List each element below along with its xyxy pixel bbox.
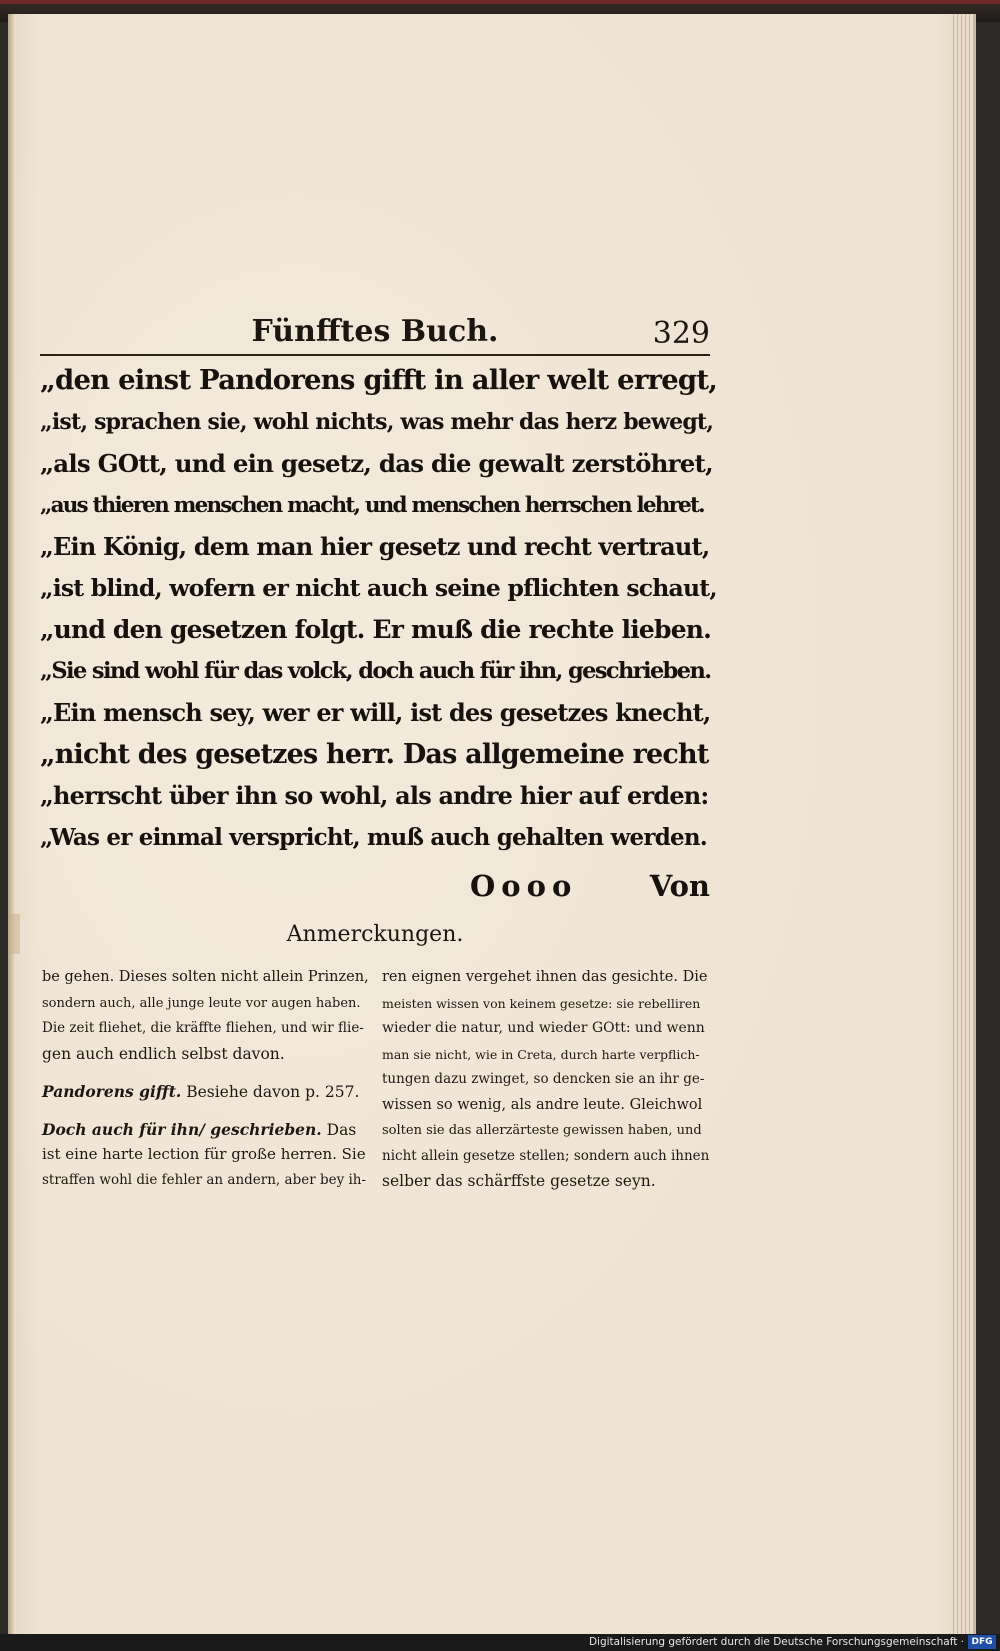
catchword: Von: [649, 869, 710, 903]
verse-line: „aus thieren menschen macht, und menschen herrschen lehret.: [40, 492, 704, 518]
page-header: [40, 312, 710, 356]
signature-mark: Oooo: [470, 869, 578, 903]
verse-line: „Sie sind wohl für das volck, doch auch für ihn, geschrieben.: [40, 657, 711, 684]
note-line: ren eignen vergehet ihnen das gesichte. Die: [382, 969, 708, 985]
paper-stain: [10, 914, 20, 954]
note-text: Das: [326, 1120, 357, 1139]
verse-line: „als GOtt, und ein gesetz, das die gewalt zerstöhret,: [40, 449, 713, 478]
note-line: gen auch endlich selbst davon.: [42, 1044, 285, 1063]
gutter-shadow: [8, 14, 16, 1634]
page-footer-line: [40, 869, 710, 909]
verse-line: „ist, sprachen sie, wohl nichts, was mehr das herz bewegt,: [40, 408, 714, 435]
note-entry: [42, 1117, 370, 1143]
page-fore-edge: [950, 14, 974, 1634]
note-line: man sie nicht, wie in Creta, durch harte verpflich-: [382, 1046, 700, 1062]
note-text: Besiehe davon p. 257.: [186, 1083, 360, 1101]
book-cover-edge: [0, 0, 1000, 4]
note-line: ist eine harte lection für große herren. Sie: [42, 1145, 366, 1163]
note-lemma: Doch auch für ihn/ geschrieben.: [42, 1119, 322, 1139]
note-line: wissen so wenig, als andre leute. Gleichwol: [382, 1096, 703, 1113]
note-line: sondern auch, alle junge leute vor augen haben.: [42, 995, 361, 1011]
verse-line: „den einst Pandorens gifft in aller welt erregt,: [40, 364, 718, 396]
note-entry: [42, 1079, 370, 1105]
note-lemma: Pandorens gifft.: [42, 1082, 182, 1101]
note-line: tungen dazu zwinget, so dencken sie an ihr ge-: [382, 1071, 705, 1087]
verse-line: „ist blind, wofern er nicht auch seine pflichten schaut,: [40, 573, 717, 602]
page-number: 329: [652, 316, 710, 351]
note-line: straffen wohl die fehler an andern, aber bey ih-: [42, 1171, 367, 1188]
notes-right-column: [382, 965, 710, 1195]
verse-line: „Was er einmal verspricht, muß auch gehalten werden.: [40, 823, 707, 851]
note-line: be gehen. Dieses solten nicht allein Prinzen,: [42, 969, 369, 985]
running-head: Fünfftes Buch.: [251, 314, 499, 349]
note-line: solten sie das allerzärteste gewissen haben, und: [382, 1123, 702, 1138]
verse-line: „Ein mensch sey, wer er will, ist des gesetzes knecht,: [40, 698, 711, 727]
verse-block: [40, 360, 720, 858]
note-line: Die zeit fliehet, die kräffte fliehen, und wir flie-: [42, 1020, 364, 1036]
notes-left-column: [42, 965, 370, 1193]
verse-line: „und den gesetzen folgt. Er muß die rechte lieben.: [40, 615, 712, 644]
note-line: meisten wissen von keinem gesetze: sie rebelliren: [382, 995, 701, 1011]
notes-heading: Anmerckungen.: [286, 922, 464, 947]
verse-line: „Ein König, dem man hier gesetz und recht vertraut,: [40, 532, 710, 561]
dfg-logo: DFG: [968, 1635, 996, 1649]
note-line: wieder die natur, und wieder GOtt: und wenn: [382, 1020, 705, 1036]
note-line: nicht allein gesetze stellen; sondern auch ihnen: [382, 1147, 710, 1164]
verse-line: „herrscht über ihn so wohl, als andre hier auf erden:: [40, 781, 709, 810]
funding-credit: Digitalisierung gefördert durch die Deutsche Forschungsgemeinschaft ·: [588, 1636, 964, 1648]
verse-line: „nicht des gesetzes herr. Das allgemeine recht: [40, 738, 709, 770]
note-line: selber das schärffste gesetze seyn.: [382, 1172, 656, 1190]
